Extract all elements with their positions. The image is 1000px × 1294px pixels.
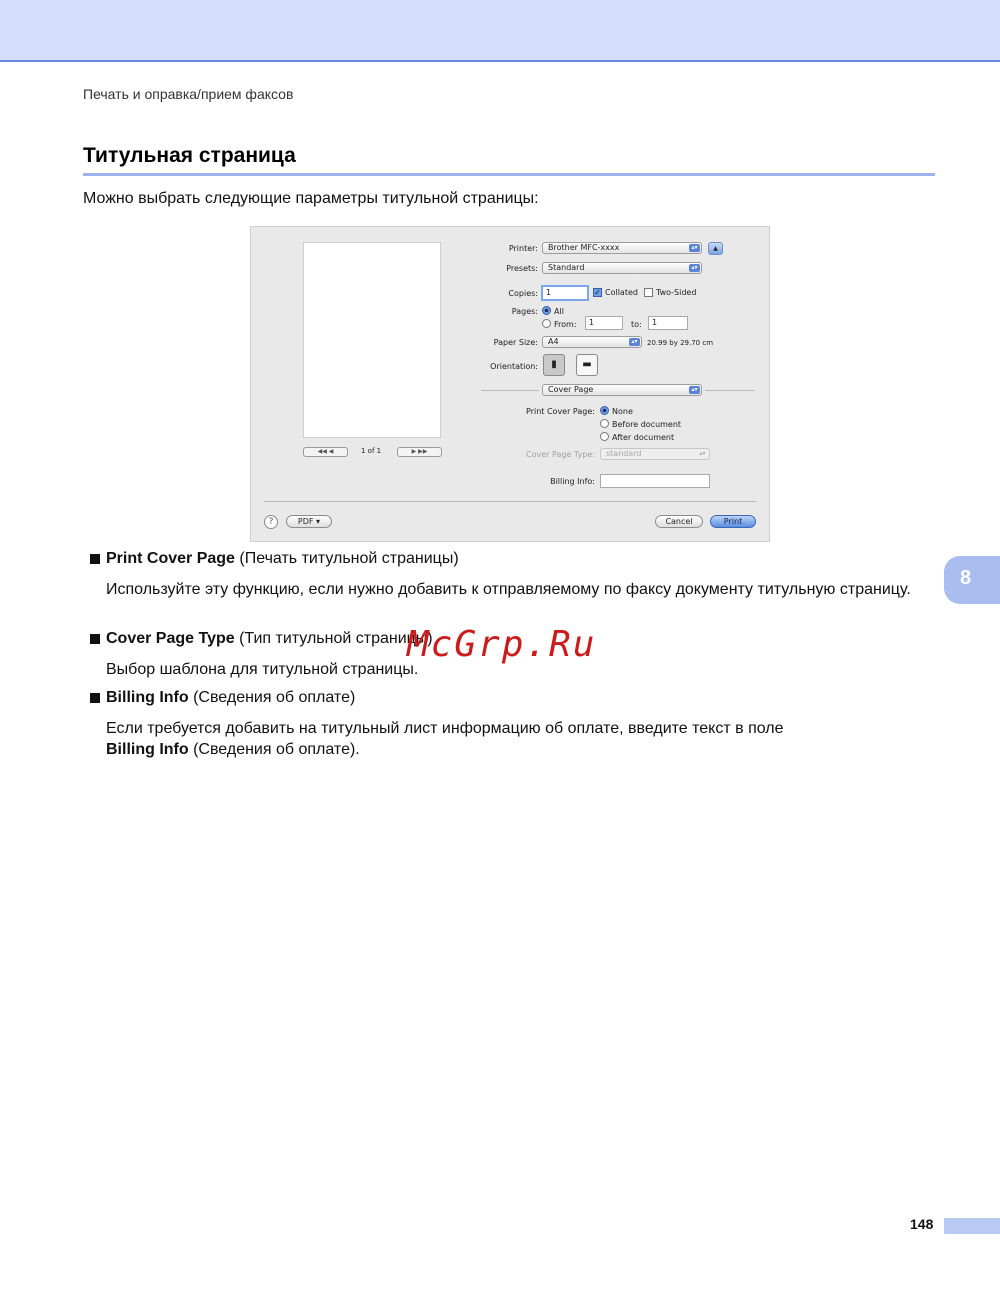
- cover-option-before: Before document: [612, 420, 682, 429]
- pages-from-field[interactable]: 1: [585, 316, 623, 330]
- panel-value: Cover Page: [548, 385, 594, 394]
- item-term-note: (Сведения об оплате): [188, 689, 356, 706]
- two-sided-label: Two-Sided: [656, 288, 697, 297]
- item-term-note: (Тип титульной страницы): [234, 630, 433, 647]
- help-button[interactable]: ?: [264, 515, 278, 529]
- cover-before-radio[interactable]: [600, 419, 609, 428]
- pages-all-radio[interactable]: [542, 306, 551, 315]
- cover-option-after: After document: [612, 433, 675, 442]
- item-desc-text-end: (Сведения об оплате).: [188, 741, 360, 758]
- printer-value: Brother MFC-xxxx: [548, 243, 620, 252]
- copies-label: Copies:: [508, 289, 538, 298]
- item-term: Cover Page Type: [106, 630, 235, 647]
- item-description: Используйте эту функцию, если нужно добавить к отправляемому по факсу документу титульную страницу.: [106, 581, 911, 598]
- item-term-note: (Печать титульной страницы): [234, 550, 459, 567]
- paper-size-dimensions: 20.99 by 29.70 cm: [647, 339, 714, 347]
- popup-arrows-icon: ▴▾: [689, 244, 700, 252]
- cover-none-radio[interactable]: [600, 406, 609, 415]
- landscape-icon[interactable]: ▬: [576, 354, 598, 376]
- billing-info-field[interactable]: [600, 474, 710, 488]
- copies-field[interactable]: 1: [541, 285, 589, 301]
- print-dialog: [250, 226, 770, 542]
- print-button[interactable]: Print: [710, 515, 756, 528]
- page-preview: [303, 242, 441, 438]
- watermark: McGrp.Ru: [407, 624, 597, 665]
- portrait-icon[interactable]: ▮: [543, 354, 565, 376]
- two-sided-checkbox[interactable]: [644, 288, 653, 297]
- prev-page-button[interactable]: ◀◀ ◀: [303, 447, 348, 457]
- cancel-button[interactable]: Cancel: [655, 515, 703, 528]
- presets-select[interactable]: [542, 262, 702, 274]
- orientation-label: Orientation:: [490, 362, 538, 371]
- popup-arrows-icon: ▴▾: [689, 264, 700, 272]
- bullet-icon: [90, 693, 100, 703]
- chapter-number: 8: [960, 567, 972, 589]
- header-band: [0, 0, 1000, 62]
- item-billing-info: [106, 689, 355, 707]
- popup-arrows-icon: ▴▾: [689, 386, 700, 394]
- pages-to-label: to:: [631, 320, 642, 329]
- pdf-button[interactable]: PDF ▾: [286, 515, 332, 528]
- chapter-tab: [944, 556, 1000, 604]
- panel-divider-left: [481, 390, 539, 391]
- printer-select[interactable]: [542, 242, 702, 254]
- item-desc-term: Billing Info: [106, 741, 189, 758]
- panel-select[interactable]: [542, 384, 702, 396]
- title-underline: [83, 173, 935, 176]
- paper-size-select[interactable]: [542, 336, 642, 348]
- printer-label: Printer:: [508, 244, 538, 253]
- print-cover-page-label: Print Cover Page:: [526, 407, 595, 416]
- page-number: 148: [910, 1216, 934, 1232]
- cover-type-value: standard: [606, 449, 642, 458]
- billing-info-label: Billing Info:: [550, 477, 595, 486]
- page-title: Титульная страница: [83, 144, 296, 167]
- page-count: 1 of 1: [361, 447, 382, 455]
- collated-label: Collated: [605, 288, 638, 297]
- panel-divider-right: [705, 390, 755, 391]
- pages-from-radio[interactable]: [542, 319, 551, 328]
- cover-option-none: None: [612, 407, 633, 416]
- intro-text: Можно выбрать следующие параметры титульной страницы:: [83, 190, 539, 207]
- pages-to-field[interactable]: 1: [648, 316, 688, 330]
- popup-arrows-icon: ▴▾: [699, 450, 706, 457]
- collated-checkbox[interactable]: ✓: [594, 288, 601, 297]
- presets-label: Presets:: [506, 264, 538, 273]
- footer-divider: [264, 501, 756, 502]
- bullet-icon: [90, 634, 100, 644]
- paper-size-value: A4: [548, 337, 559, 346]
- cover-after-radio[interactable]: [600, 432, 609, 441]
- next-page-button[interactable]: ▶ ▶▶: [397, 447, 442, 457]
- item-description: Выбор шаблона для титульной страницы.: [106, 661, 419, 678]
- bullet-icon: [90, 554, 100, 564]
- item-desc-text: Если требуется добавить на титульный лист информацию об оплате, введите текст в поле: [106, 720, 784, 737]
- pages-label: Pages:: [511, 307, 538, 316]
- cover-type-label: Cover Page Type:: [526, 450, 595, 459]
- item-print-cover-page: [106, 550, 459, 568]
- presets-value: Standard: [548, 263, 585, 272]
- popup-arrows-icon: ▴▾: [629, 338, 640, 346]
- item-term: Print Cover Page: [106, 550, 235, 567]
- pages-from-label: From:: [554, 320, 577, 329]
- pages-all-label: All: [554, 307, 564, 316]
- breadcrumb: Печать и оправка/прием факсов: [83, 86, 294, 102]
- item-description: [106, 718, 936, 760]
- disclosure-button[interactable]: ▲: [708, 242, 723, 255]
- page-number-bar: [944, 1218, 1000, 1234]
- item-cover-page-type: [106, 630, 433, 648]
- item-term: Billing Info: [106, 689, 189, 706]
- paper-size-label: Paper Size:: [493, 338, 538, 347]
- cover-type-select[interactable]: [600, 448, 710, 460]
